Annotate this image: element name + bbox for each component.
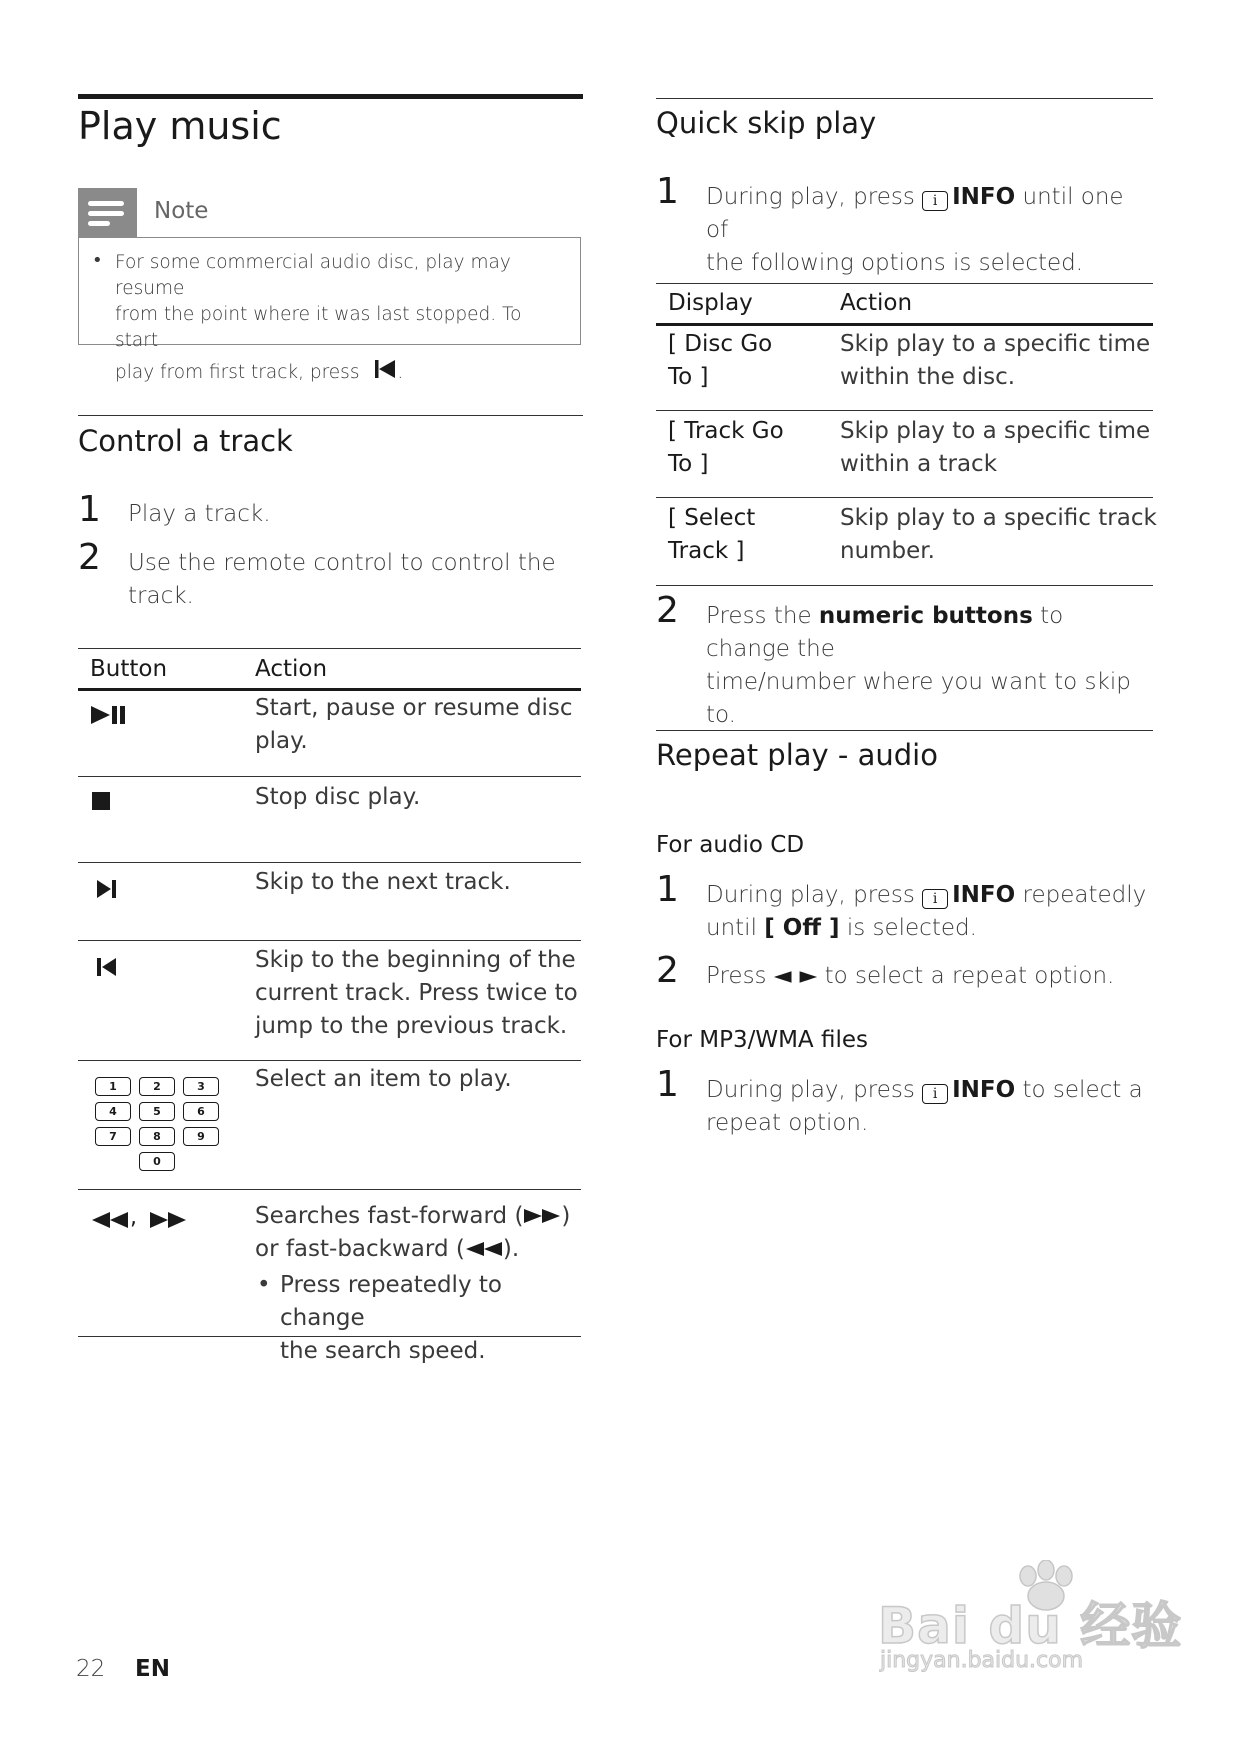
step-text: During play, press i INFO to select a repeat option.	[706, 1077, 1143, 1136]
step-number: 2	[656, 590, 679, 631]
key-5: 5	[139, 1102, 175, 1121]
rewind-icon	[465, 1241, 503, 1257]
key-4: 4	[95, 1102, 131, 1121]
note-label: Note	[154, 198, 209, 224]
table-header-rule	[78, 688, 581, 691]
info-icon: i	[922, 1084, 948, 1104]
info-icon: i	[922, 889, 948, 909]
table-header-action: Action	[840, 290, 913, 316]
table-cell-display: [ Select Track ]	[668, 505, 756, 564]
key-7: 7	[95, 1127, 131, 1146]
table-cell-action: Skip play to a specific track number.	[840, 505, 1157, 564]
key-3: 3	[183, 1077, 219, 1096]
table-row-rule	[78, 940, 581, 941]
key-9: 9	[183, 1127, 219, 1146]
section-title-quick-skip-play: Quick skip play	[656, 106, 877, 140]
info-icon: i	[922, 191, 948, 211]
table-bottom-rule	[78, 1336, 581, 1337]
table-cell-action: Searches fast-forward ( ) or fast-backward ( ). • Press repeatedly to change the search speed.	[255, 1203, 571, 1364]
step-number: 2	[656, 950, 679, 991]
step-text: Press ◄ ► to select a repeat option.	[706, 963, 1115, 989]
table-cell-action: Skip to the beginning of the current track. Press twice to jump to the previous track.	[255, 947, 578, 1039]
note-text: For some commercial audio disc, play may resume from the point where it was last stopped. To start play from first track, press .	[115, 252, 522, 383]
table-cell-display: [ Disc Go To ]	[668, 331, 773, 390]
note-icon	[78, 188, 137, 238]
play-pause-icon	[90, 704, 130, 730]
table-cell-action: Stop disc play.	[255, 784, 421, 810]
table-row-rule	[78, 1189, 581, 1190]
step-number: 2	[78, 537, 101, 578]
table-header-rule	[656, 323, 1153, 326]
step-number: 1	[656, 869, 679, 910]
rewind-fast-forward-icon: ,	[90, 1205, 200, 1230]
table-row-rule	[78, 1060, 581, 1061]
step-text: During play, press i INFO until one of the following options is selected.	[706, 184, 1124, 276]
section-rule	[656, 98, 1153, 99]
previous-track-icon	[96, 957, 118, 981]
watermark-logo-text: Bai du 经验	[878, 1597, 1183, 1655]
table-row-rule	[78, 776, 581, 777]
step-number: 1	[656, 1064, 679, 1105]
step-number: 1	[656, 171, 679, 212]
table-cell-action: Skip to the next track.	[255, 869, 511, 895]
baidu-watermark-logo	[878, 1560, 1183, 1673]
table-header-display: Display	[668, 290, 753, 316]
title-rule	[78, 94, 583, 99]
key-6: 6	[183, 1102, 219, 1121]
table-row-rule	[78, 862, 581, 863]
subheading-audio-cd: For audio CD	[656, 832, 805, 858]
table-cell-action: Start, pause or resume disc play.	[255, 695, 573, 754]
section-rule	[78, 415, 583, 416]
key-0: 0	[139, 1152, 175, 1171]
fast-forward-icon	[148, 1211, 188, 1229]
watermark-url: jingyan.baidu.com	[880, 1648, 1084, 1673]
step-number: 1	[78, 489, 101, 530]
page-number: 22	[76, 1656, 106, 1682]
table-bottom-rule	[656, 585, 1153, 586]
numeric-keypad-icon	[95, 1077, 225, 1177]
table-header-action: Action	[255, 656, 328, 682]
page-title: Play music	[78, 104, 282, 148]
key-1: 1	[95, 1077, 131, 1096]
table-cell-display: [ Track Go To ]	[668, 418, 784, 477]
step-text: Press the numeric buttons to change the time/number where you want to skip to.	[706, 603, 1131, 728]
table-top-rule	[656, 283, 1153, 284]
next-track-icon	[96, 879, 118, 903]
left-right-arrows-icon: ◄ ►	[773, 963, 818, 989]
previous-track-icon	[373, 359, 397, 379]
stop-icon	[92, 792, 110, 810]
key-8: 8	[139, 1127, 175, 1146]
step-text: During play, press i INFO repeatedly until [ Off ] is selected.	[706, 882, 1147, 941]
step-text: Use the remote control to control the track.	[128, 550, 556, 609]
subheading-mp3-wma-files: For MP3/WMA files	[656, 1027, 868, 1053]
table-top-rule	[78, 648, 581, 649]
table-cell-action: Skip play to a specific time within the disc.	[840, 331, 1151, 390]
fast-forward-icon	[523, 1208, 561, 1224]
table-row-rule	[656, 497, 1153, 498]
section-title-control-a-track: Control a track	[78, 424, 293, 458]
note-bullet: •	[92, 250, 103, 271]
table-header-button: Button	[90, 656, 168, 682]
language-code: EN	[135, 1656, 170, 1682]
table-cell-action: Select an item to play.	[255, 1066, 512, 1092]
section-title-repeat-play-audio: Repeat play - audio	[656, 738, 938, 772]
step-text: Play a track.	[128, 501, 271, 527]
table-cell-action: Skip play to a specific time within a track	[840, 418, 1151, 477]
key-2: 2	[139, 1077, 175, 1096]
rewind-icon	[90, 1211, 130, 1229]
table-row-rule	[656, 410, 1153, 411]
section-rule	[656, 730, 1153, 731]
